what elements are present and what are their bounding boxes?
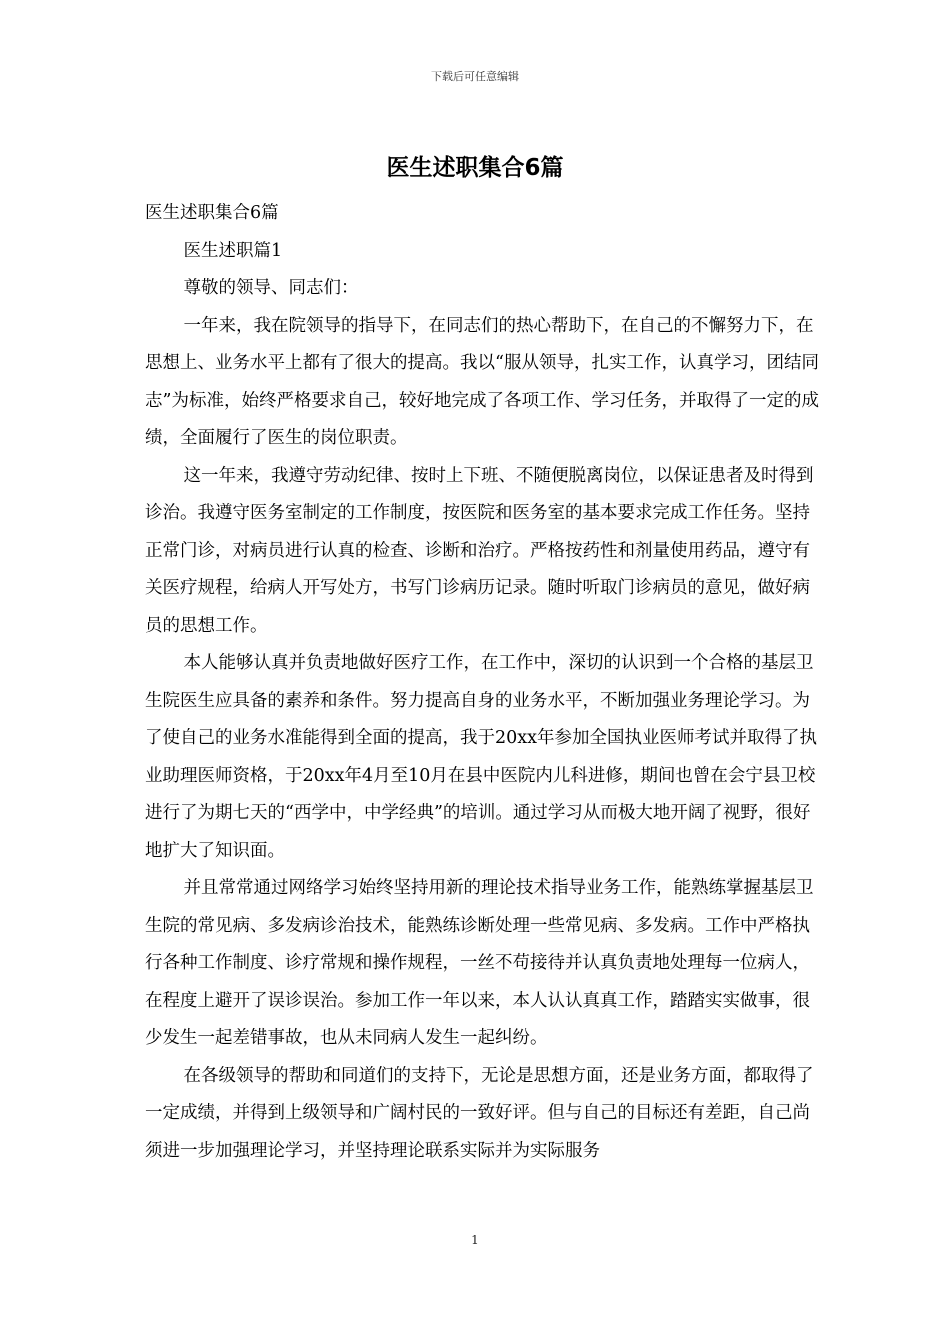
- body-paragraph: 一年来，我在院领导的指导下，在同志们的热心帮助下，在自己的不懈努力下，在思想上、业务水平上都有了很大的提高。我以“服从领导，扎实工作，认真学习，团结同志”为标准，始终严格要求自己，较好地完成了各项工作、学习任务，并取得了一定的成绩，全面履行了医生的岗位职责。: [145, 315, 819, 448]
- salutation: 尊敬的领导、同志们：: [183, 278, 359, 298]
- body-paragraph: 这一年来，我遵守劳动纪律、按时上下班、不随便脱离岗位，以保证患者及时得到诊治。我遵守医务室制定的工作制度，按医院和医务室的基本要求完成工作任务。坚持正常门诊，对病员进行认真的检查、诊断和治疗。严格按药性和剂量使用药品，遵守有关医疗规程，给病人开写处方，书写门诊病历记录。随时听取门诊病员的意见，做好病员的思想工作。: [145, 465, 814, 636]
- body-paragraph: 本人能够认真并负责地做好医疗工作，在工作中，深切的认识到一个合格的基层卫生院医生应具备的素养和条件。努力提高自身的业务水平，不断加强业务理论学习。为了使自己的业务水准能得到全面的提高，我于20xx年参加全国执业医师考试并取得了执业助理医师资格，于20xx年4月至10月在县中医院内儿科进修，期间也曾在会宁县卫校进行了为期七天的“西学中，中学经典”的培训。通过学习从而极大地开阔了视野，很好地扩大了知识面。: [145, 653, 818, 861]
- header-note: 下载后可任意编辑: [431, 70, 519, 83]
- document-subtitle: 医生述职集合6篇: [145, 203, 279, 223]
- document-title: 医生述职集合6篇: [386, 155, 564, 181]
- document-body: [145, 195, 820, 1170]
- body-paragraph: 并且常常通过网络学习始终坚持用新的理论技术指导业务工作，能熟练掌握基层卫生院的常见病、多发病诊治技术，能熟练诊断处理一些常见病、多发病。工作中严格执行各种工作制度、诊疗常规和操作规程，一丝不苟接待并认真负责地处理每一位病人，在程度上避开了误诊误治。参加工作一年以来，本人认认真真工作，踏踏实实做事，很少发生一起差错事故，也从未同病人发生一起纠纷。: [145, 878, 814, 1048]
- body-paragraph: 在各级领导的帮助和同道们的支持下，无论是思想方面，还是业务方面，都取得了一定成绩，并得到上级领导和广阔村民的一致好评。但与自己的目标还有差距，自己尚须进一步加强理论学习，并坚持理论联系实际并为实际服务: [145, 1065, 814, 1161]
- section-heading: 医生述职篇1: [183, 240, 283, 261]
- page-number: 1: [471, 1233, 479, 1247]
